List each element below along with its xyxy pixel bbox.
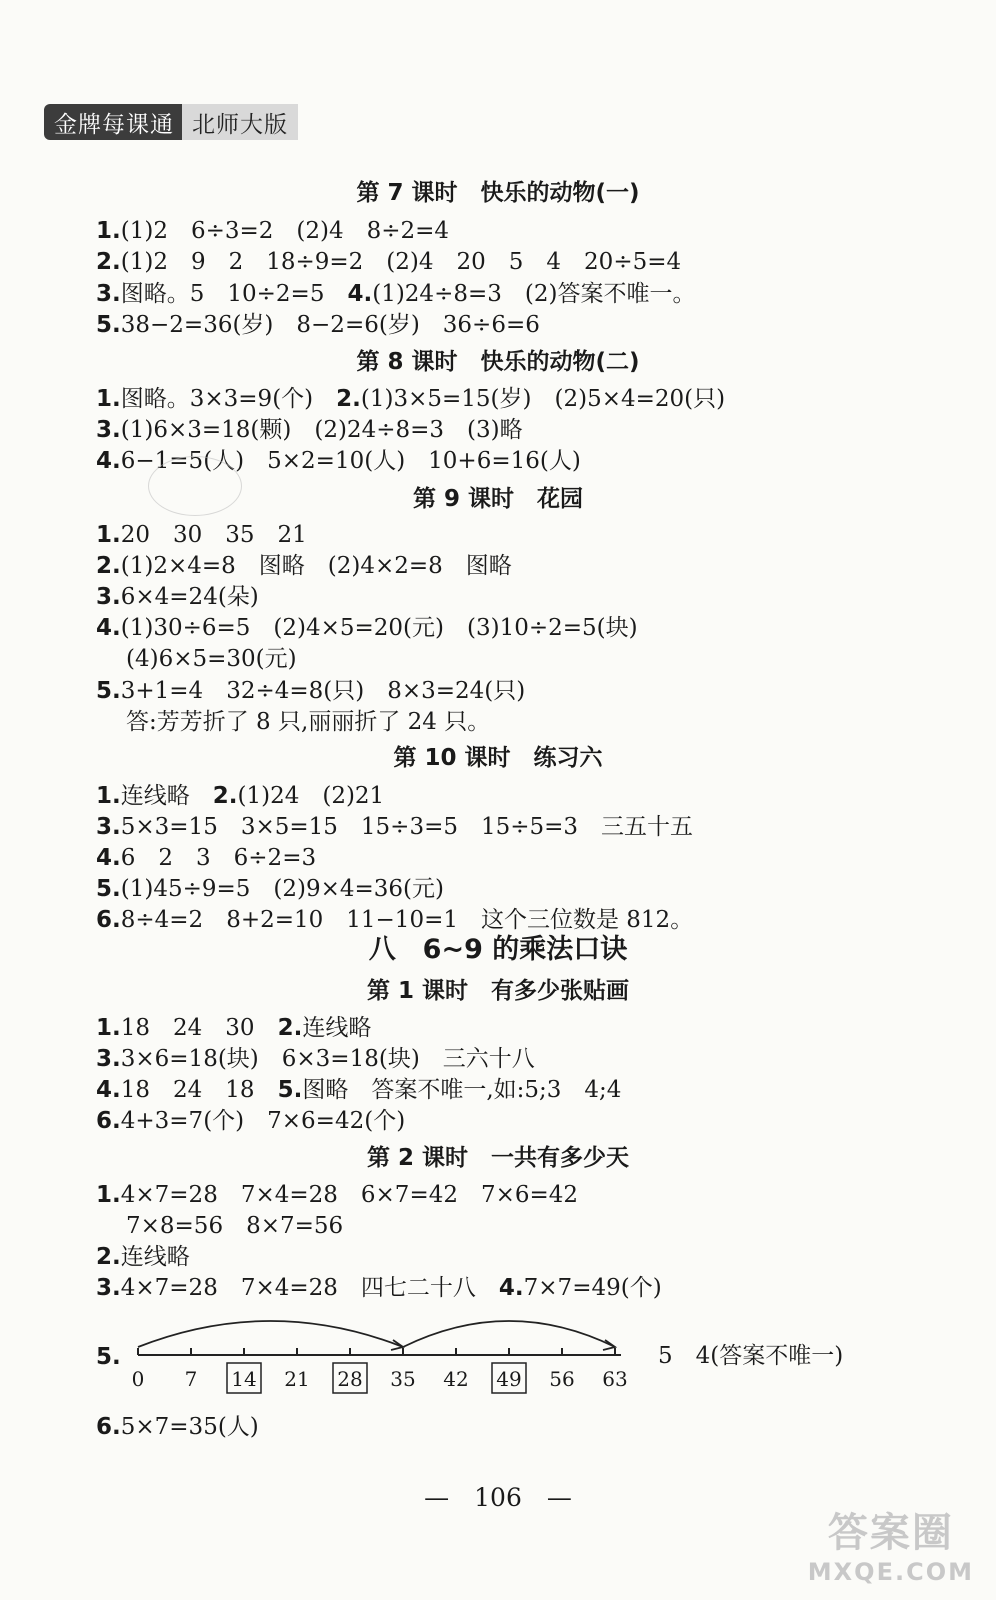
page-number: — 106 — [424,1483,572,1512]
answer-line: 6.5×7=35(人) [96,1414,259,1440]
answer-line: 5.3+1=4 32÷4=8(只) 8×3=24(只) [96,678,526,704]
number-line-tick-label: 42 [443,1367,469,1391]
book-series-badge [44,104,298,140]
answer-line: 2.(1)2 9 2 18÷9=2 (2)4 20 5 4 20÷5=4 [96,249,682,275]
answer-line: 1.4×7=28 7×4=28 6×7=42 7×6=42 [96,1182,579,1208]
unit-title: 八 6~9 的乘法口诀 [368,934,628,965]
edition-label: 北师大版 [182,104,298,140]
number-line-diagram [120,1305,660,1405]
answer-line: 1.图略。3×3=9(个) 2.(1)3×5=15(岁) (2)5×4=20(只) [96,386,726,412]
number-line-note: 5 4(答案不唯一) [658,1343,844,1369]
number-line-tick-label: 63 [602,1367,628,1391]
answer-line: 2.(1)2×4=8 图略 (2)4×2=8 图略 [96,553,512,579]
site-watermark: 答案圈 MXQE.COM [807,1510,974,1586]
answer-line: 3.3×6=18(块) 6×3=18(块) 三六十八 [96,1046,535,1072]
answer-line: 6.8÷4=2 8+2=10 11−10=1 这个三位数是 812。 [96,907,694,933]
answer-line: 答:芳芳折了 8 只,丽丽折了 24 只。 [126,709,491,735]
answer-line: 3.4×7=28 7×4=28 四七二十八 4.7×7=49(个) [96,1275,662,1301]
lesson-8-heading: 第 8 课时 快乐的动物(二) [356,349,640,375]
lesson-9-heading: 第 9 课时 花园 [412,486,584,512]
answer-line: 3.6×4=24(朵) [96,584,259,610]
number-line-tick-label: 14 [231,1367,257,1391]
lesson-7-heading: 第 7 课时 快乐的动物(一) [356,180,640,206]
answer-line: 3.(1)6×3=18(颗) (2)24÷8=3 (3)略 [96,417,523,443]
answer-line: 1.(1)2 6÷3=2 (2)4 8÷2=4 [96,218,450,244]
answer-line: 3.5×3=15 3×5=15 15÷3=5 15÷5=3 三五十五 [96,814,694,840]
number-line-tick-label: 49 [496,1367,522,1391]
answer-line: 1.18 24 30 2.连线略 [96,1015,372,1041]
number-line-tick-label: 28 [337,1367,363,1391]
number-line-tick-label: 0 [131,1367,145,1391]
answer-line: 4.18 24 18 5.图略 答案不唯一,如:5;3 4;4 [96,1077,622,1103]
answer-line: 5.38−2=36(岁) 8−2=6(岁) 36÷6=6 [96,312,540,338]
answer-line: 3.图略。5 10÷2=5 4.(1)24÷8=3 (2)答案不唯一。 [96,281,696,307]
jump-arc [403,1321,615,1347]
brand-label: 金牌每课通 [44,104,182,140]
lesson-10-heading: 第 10 课时 练习六 [393,745,603,771]
answer-line: 4.6 2 3 6÷2=3 [96,845,317,871]
answer-line: 4.6−1=5(人) 5×2=10(人) 10+6=16(人) [96,448,581,474]
answer-line: 4.(1)30÷6=5 (2)4×5=20(元) (3)10÷2=5(块) [96,615,638,641]
answer-line: 6.4+3=7(个) 7×6=42(个) [96,1108,406,1134]
answer-line: (4)6×5=30(元) [126,646,297,672]
number-line-tick-label: 7 [184,1367,198,1391]
jump-arc [138,1321,403,1347]
answer-line: 1.连线略 2.(1)24 (2)21 [96,783,385,809]
number-line-tick-label: 21 [284,1367,310,1391]
unit8-lesson-2-heading: 第 2 课时 一共有多少天 [366,1145,630,1171]
number-line-tick-label: 35 [390,1367,416,1391]
number-line-question-label: 5. [96,1344,121,1370]
answer-line: 7×8=56 8×7=56 [126,1213,344,1239]
unit8-lesson-1-heading: 第 1 课时 有多少张贴画 [366,978,630,1004]
answer-line: 5.(1)45÷9=5 (2)9×4=36(元) [96,876,445,902]
answer-line: 2.连线略 [96,1244,190,1270]
number-line-tick-label: 56 [549,1367,575,1391]
answer-line: 1.20 30 35 21 [96,522,307,548]
